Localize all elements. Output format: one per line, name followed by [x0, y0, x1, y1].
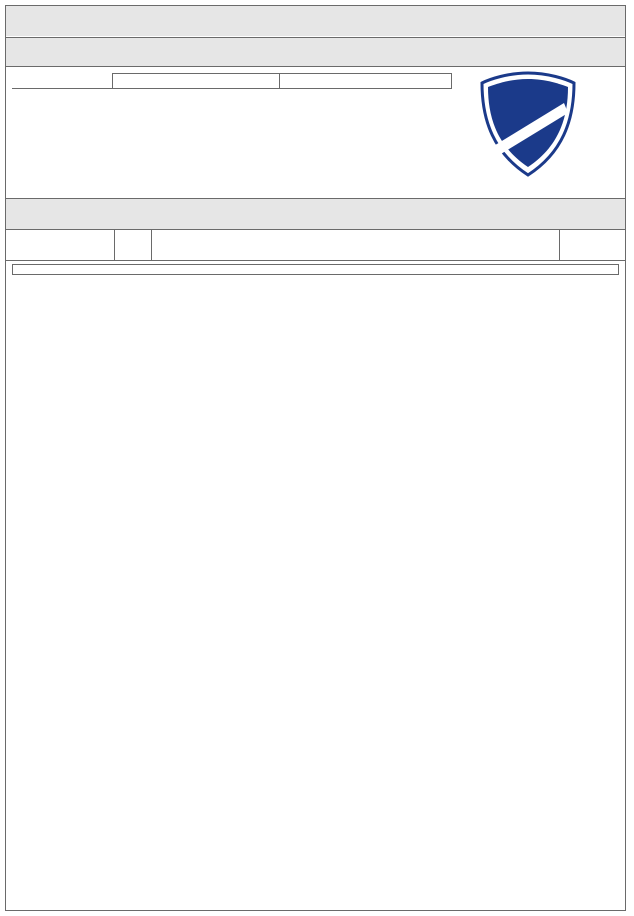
- group1-header: [112, 74, 280, 89]
- groups-heading-band: [6, 37, 625, 66]
- phase-heading-band: [6, 198, 625, 229]
- groups-area: [6, 66, 625, 182]
- groups-table: [12, 73, 452, 89]
- phase-area: [6, 229, 625, 745]
- col-headers: [6, 230, 625, 261]
- col-divider: [114, 230, 115, 260]
- spacer-row: [12, 264, 619, 275]
- col-divider: [151, 230, 152, 260]
- col-divider: [559, 230, 560, 260]
- groups-header-row: [12, 74, 452, 89]
- title-band: [6, 6, 625, 36]
- schedule-sheet: [5, 5, 626, 911]
- group2-header: [280, 74, 452, 89]
- sport-club-logo: [478, 69, 578, 181]
- team-header-cell: [12, 74, 112, 89]
